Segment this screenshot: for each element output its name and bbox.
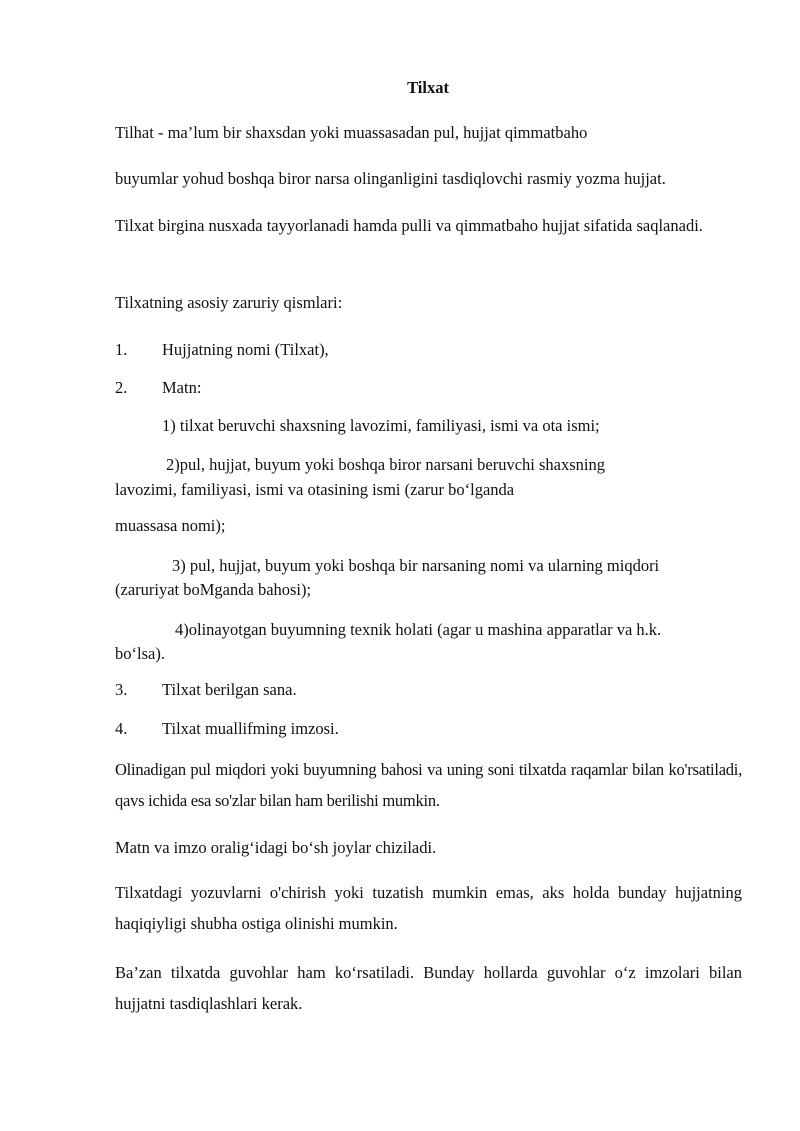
intro-line-2: buyumlar yohud boshqa biror narsa olinganligini tasdiqlovchi rasmiy yozma hujjat. bbox=[115, 169, 666, 188]
sub-item-3-line-1: 3) pul, hujjat, buyum yoki boshqa bir narsaning nomi va ularning miqdori bbox=[172, 556, 660, 575]
paragraph-gap: Matn va imzo oralig‘idagi bo‘sh joylar chiziladi. bbox=[115, 838, 437, 857]
sub-item-2-line-3: muassasa nomi); bbox=[115, 516, 226, 535]
document-title: Tilxat bbox=[407, 78, 449, 97]
sub-item-1: 1) tilxat beruvchi shaxsning lavozimi, familiyasi, ismi va ota ismi; bbox=[162, 416, 600, 435]
sub-item-4-line-1: 4)olinayotgan buyumning texnik holati (agar u mashina apparatlar va h.k. bbox=[175, 620, 662, 639]
list-item-3: Tilxat berilgan sana. bbox=[162, 680, 297, 699]
paragraph-witness: Ba’zan tilxatda guvohlar ham ko‘rsatiladi. Bunday hollarda guvohlar o‘z imzolari bilan hujjatni tasdiqlashlari kerak. bbox=[115, 963, 742, 1013]
sub-item-2-line-2: lavozimi, familiyasi, ismi va otasining ismi (zarur bo‘lganda bbox=[115, 480, 515, 499]
sub-item-4-line-2: bo‘lsa). bbox=[115, 644, 165, 663]
paragraph-amount: Olinadigan pul miqdori yoki buyumning bahosi va uning soni tilxatda raqamlar bilan ko'rsatiladi, qavs ichida esa so'zlar bilan ham berilishi mumkin. bbox=[115, 760, 742, 810]
sub-item-2-line-1: 2)pul, hujjat, buyum yoki boshqa biror narsani beruvchi shaxsning bbox=[166, 455, 606, 474]
paragraph-erase: Tilxatdagi yozuvlarni o'chirish yoki tuzatish mumkin emas, aks holda bunday hujjatning haqiqiyligi shubha ostiga olinishi mumkin. bbox=[115, 883, 742, 933]
parts-heading: Tilxatning asosiy zaruriy qismlari: bbox=[115, 293, 343, 312]
intro-line-1: Tilhat - ma’lum bir shaxsdan yoki muassasadan pul, hujjat qimmatbaho bbox=[115, 123, 588, 142]
list-number-4: 4. bbox=[115, 719, 128, 738]
list-item-4: Tilxat muallifming imzosi. bbox=[162, 719, 339, 738]
list-number-2: 2. bbox=[115, 378, 128, 397]
list-number-1: 1. bbox=[115, 340, 128, 359]
list-number-3: 3. bbox=[115, 680, 128, 699]
list-item-2: Matn: bbox=[162, 378, 202, 397]
paragraph-copy: Tilxat birgina nusxada tayyorlanadi hamda pulli va qimmatbaho hujjat sifatida saqlanadi. bbox=[115, 216, 703, 235]
list-item-1: Hujjatning nomi (Tilxat), bbox=[162, 340, 329, 359]
sub-item-3-line-2: (zaruriyat boMganda bahosi); bbox=[115, 580, 312, 599]
